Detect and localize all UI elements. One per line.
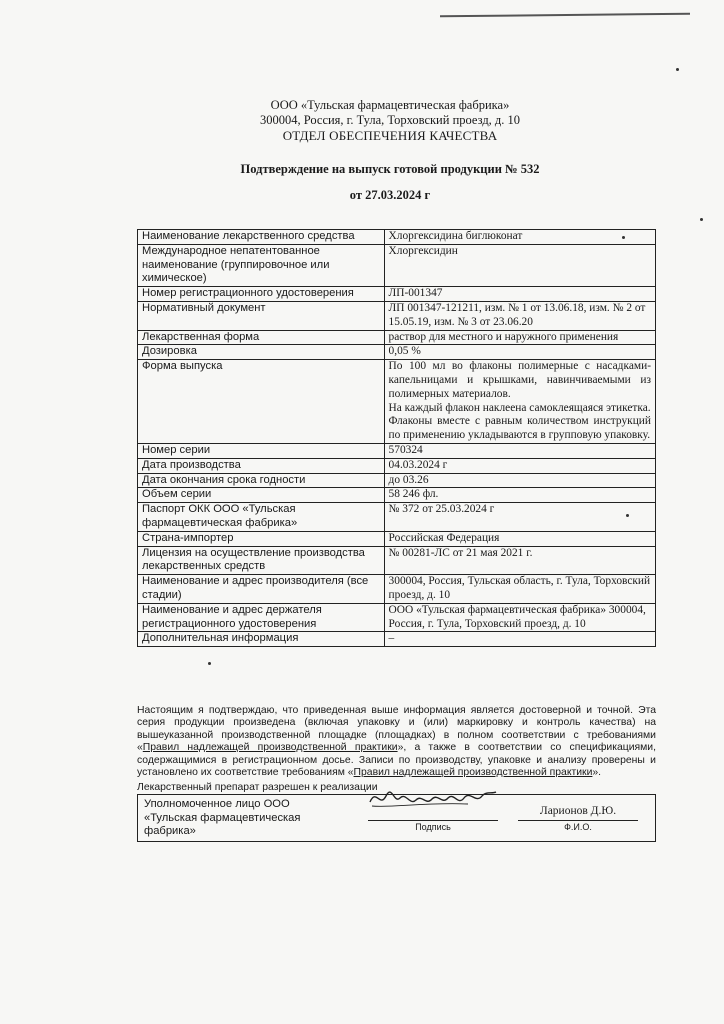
table-row <box>138 458 656 473</box>
title-main: Подтверждение на выпуск готовой продукции № 532 <box>240 162 540 176</box>
row-label: Наименование лекарственного средства <box>138 230 385 245</box>
department-name: ОТДЕЛ ОБЕСПЕЧЕНИЯ КАЧЕСТВА <box>282 128 498 143</box>
table-row <box>138 546 656 575</box>
table-row <box>138 345 656 360</box>
product-info-table <box>137 229 656 647</box>
table-row <box>138 244 656 286</box>
row-label: Лекарственная форма <box>138 330 385 345</box>
row-value: раствор для местного и наружного применения <box>384 330 655 345</box>
table-row <box>138 230 656 245</box>
row-value: до 03.26 <box>384 473 655 488</box>
signature-line <box>368 820 498 821</box>
row-value: 300004, Россия, Тульская область, г. Тула, Торховский проезд, д. 10 <box>384 575 655 604</box>
row-label: Дата окончания срока годности <box>138 473 385 488</box>
row-value: ЛП-001347 <box>384 287 655 302</box>
row-label: Нормативный документ <box>138 301 385 330</box>
table-row <box>138 531 656 546</box>
table-row <box>138 301 656 330</box>
table-row <box>138 632 656 647</box>
row-value: № 372 от 25.03.2024 г <box>384 503 655 532</box>
table-row <box>138 503 656 532</box>
statement-text: ». <box>592 767 602 779</box>
name-caption: Ф.И.О. <box>564 822 592 832</box>
row-label: Объем серии <box>138 488 385 503</box>
document-title <box>150 162 630 203</box>
row-value: ЛП 001347-121211, изм. № 1 от 13.06.18, изм. № 2 от 15.05.19, изм. № 3 от 23.06.20 <box>384 301 655 330</box>
row-label: Дополнительная информация <box>138 632 385 647</box>
row-value: Хлоргексидин <box>384 244 655 286</box>
table-row <box>138 488 656 503</box>
row-label: Паспорт ОКК ООО «Тульская фармацевтическая фабрика» <box>138 503 385 532</box>
row-label: Дозировка <box>138 345 385 360</box>
table-row <box>138 287 656 302</box>
row-value: – <box>384 632 655 647</box>
row-label: Наименование и адрес производителя (все стадии) <box>138 575 385 604</box>
release-form-paragraph: На каждый флакон наклеена самоклеящаяся этикетка. <box>388 401 651 414</box>
confirmation-statement <box>137 705 656 779</box>
row-value <box>384 360 655 444</box>
row-value: Хлоргексидина биглюконат <box>384 230 655 245</box>
statement-text: Настоящим я подтверждаю, что приведенная выше информация является достоверной и точной. Эта серия продукции произведена (включая упаковку и (или) маркировку и контроль качества) на вышеуказанной производственной площадке (площадках) в полном соответствии с требованиями « <box>137 705 656 754</box>
row-value: 570324 <box>384 443 655 458</box>
name-line <box>518 820 638 821</box>
release-form-paragraph: Флаконы вместе с равным количеством инструкций по применению укладываются в групповую упаковку. <box>388 415 651 442</box>
table-row <box>138 603 656 632</box>
row-label: Дата производства <box>138 458 385 473</box>
scan-speck <box>676 68 679 71</box>
row-label: Наименование и адрес держателя регистрационного удостоверения <box>138 603 385 632</box>
row-value: № 00281-ЛС от 21 мая 2021 г. <box>384 546 655 575</box>
table-row <box>138 360 656 444</box>
scan-speck <box>208 662 211 665</box>
row-value: ООО «Тульская фармацевтическая фабрика» 300004, Россия, г. Тула, Торховский проезд, д. 10 <box>384 603 655 632</box>
table-row <box>138 575 656 604</box>
gmp-rules-reference: Правил надлежащей производственной практики <box>353 767 593 779</box>
row-label: Международное непатентованное наименование (группировочное или химическое) <box>138 244 385 286</box>
row-label: Форма выпуска <box>138 360 385 444</box>
signer-name: Ларионов Д.Ю. <box>539 805 617 817</box>
company-name: ООО «Тульская фармацевтическая фабрика» <box>270 98 510 112</box>
row-value: Российская Федерация <box>384 531 655 546</box>
row-value: 04.03.2024 г <box>384 458 655 473</box>
row-value: 58 246 фл. <box>384 488 655 503</box>
table-row <box>138 443 656 458</box>
statement-text: », а также в соответствии со спецификациями, содержащимися в регистрационном досье. Записи по производству, упаковке и анализу проверены и установлено их соответствие требованиям « <box>137 742 656 779</box>
authorized-person: Уполномоченное лицо ООО «Тульская фармацевтическая фабрика» <box>144 798 301 838</box>
release-note: Лекарственный препарат разрешен к реализации <box>137 782 378 793</box>
title-date: от 27.03.2024 г <box>349 188 431 202</box>
row-label: Лицензия на осуществление производства лекарственных средств <box>138 546 385 575</box>
scan-artifact-line <box>440 13 690 18</box>
scan-speck <box>626 514 629 517</box>
gmp-rules-reference: Правил надлежащей производственной практики <box>142 742 398 754</box>
release-form-paragraph: По 100 мл во флаконы полимерные с насадками-капельницами и крышками, навинчиваемыми из полимерных материалов. <box>388 360 651 400</box>
document-header <box>200 98 580 143</box>
scan-speck <box>700 218 703 221</box>
table-row <box>138 330 656 345</box>
signature-caption: Подпись <box>415 822 451 832</box>
row-value: 0,05 % <box>384 345 655 360</box>
company-address: 300004, Россия, г. Тула, Торховский проезд, д. 10 <box>259 113 521 127</box>
row-label: Номер серии <box>138 443 385 458</box>
signature-block <box>137 794 656 842</box>
row-label: Номер регистрационного удостоверения <box>138 287 385 302</box>
scan-speck <box>622 236 625 239</box>
table-row <box>138 473 656 488</box>
row-label: Страна-импортер <box>138 531 385 546</box>
